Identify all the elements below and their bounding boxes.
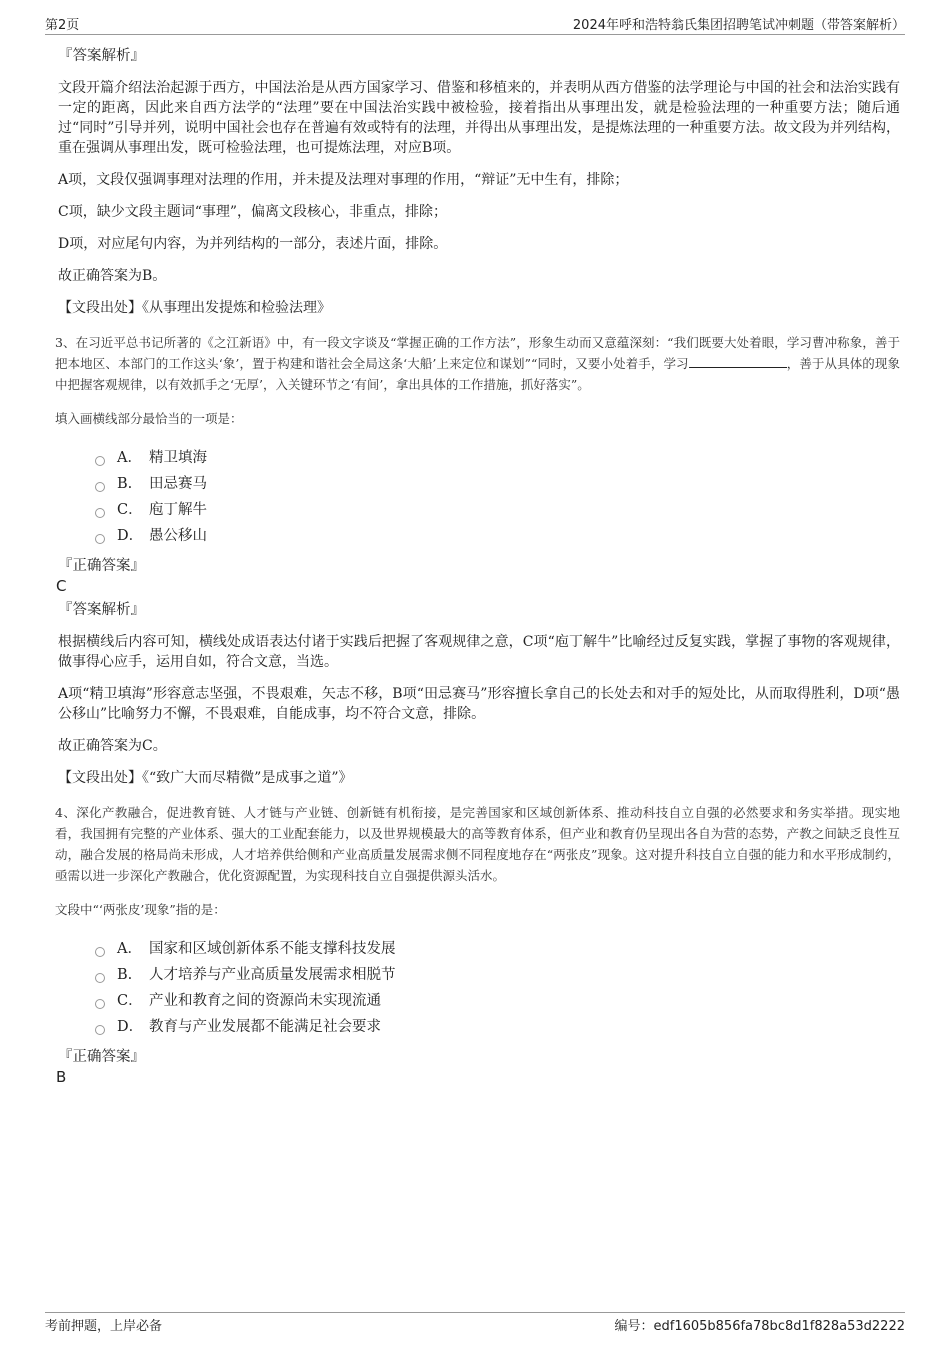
radio-button-icon[interactable] — [95, 534, 105, 544]
option-text: 田忌赛马 — [149, 476, 207, 492]
analysis-paragraph: A项“精卫填海”形容意志坚强，不畏艰难，矢志不移，B项“田忌赛马”形容擅长拿自己的长处去和对手的短处比，从而取得胜利，D项“愚公移山”比喻努力不懈，不畏艰难，自能成事，均不符合文意，排除。 — [58, 686, 900, 722]
option-text: 教育与产业发展都不能满足社会要求 — [149, 1019, 381, 1035]
option-text: 庖丁解牛 — [149, 502, 207, 518]
option-text: 人才培养与产业高质量发展需求相脱节 — [149, 967, 396, 983]
radio-button-icon[interactable] — [95, 947, 105, 957]
question-3-options — [95, 445, 900, 549]
option-text: 愚公移山 — [149, 528, 207, 544]
option-letter: D． — [117, 1019, 144, 1035]
analysis-paragraph: 根据横线后内容可知，横线处成语表达付诸于实践后把握了客观规律之意，C项“庖丁解牛”比喻经过反复实践，掌握了事物的客观规律，做事得心应手，运用自如，符合文意，当选。 — [58, 634, 900, 670]
option-letter: B. — [117, 967, 133, 983]
source-citation: 【文段出处】《“致广大而尽精微”是成事之道”》 — [58, 770, 353, 786]
analysis-paragraph: A项，文段仅强调事理对法理的作用，并未提及法理对事理的作用，“辩证”无中生有，排除； — [58, 172, 629, 188]
correct-answer: C — [56, 577, 67, 595]
option-text: 国家和区域创新体系不能支撑科技发展 — [149, 941, 396, 957]
analysis-conclusion: 故正确答案为B。 — [58, 268, 167, 284]
option-a[interactable] — [95, 936, 900, 962]
analysis-tag: 『答案解析』 — [58, 48, 145, 64]
source-citation: 【文段出处】《从事理出发提炼和检验法理》 — [58, 300, 331, 316]
option-letter: C． — [117, 993, 143, 1009]
footer-slogan: 考前押题，上岸必备 — [45, 1319, 163, 1334]
option-d[interactable] — [95, 1014, 900, 1040]
question-3-text — [55, 332, 900, 395]
option-letter: D． — [117, 528, 144, 544]
radio-button-icon[interactable] — [95, 999, 105, 1009]
option-letter: B. — [117, 476, 133, 492]
option-b[interactable] — [95, 962, 900, 988]
correct-answer-tag: 『正确答案』 — [58, 558, 145, 574]
radio-button-icon[interactable] — [95, 482, 105, 492]
option-b[interactable] — [95, 471, 900, 497]
analysis-paragraph: C项，缺少文段主题词“事理”，偏离文段核心，非重点，排除； — [58, 204, 448, 220]
correct-answer: B — [56, 1068, 67, 1086]
question-3-text-after: ，善于从具体的现象中把握客观规律，以有效抓手之‘无厚’，入关键环节之‘有间’，拿出具体的工作措施，抓好落实”。 — [55, 356, 900, 392]
radio-button-icon[interactable] — [95, 973, 105, 983]
radio-button-icon[interactable] — [95, 508, 105, 518]
radio-button-icon[interactable] — [95, 456, 105, 466]
page-footer — [45, 1312, 905, 1335]
fill-blank — [689, 355, 787, 368]
option-letter: A． — [117, 941, 142, 957]
correct-answer-tag: 『正确答案』 — [58, 1049, 145, 1065]
page-header — [45, 14, 905, 35]
document-code — [614, 1315, 905, 1334]
option-letter: A． — [117, 450, 142, 466]
option-text: 精卫填海 — [149, 450, 207, 466]
question-3-prompt: 填入画横线部分最恰当的一项是： — [55, 411, 243, 426]
question-4-options — [95, 936, 900, 1040]
option-a[interactable] — [95, 445, 900, 471]
analysis-tag: 『答案解析』 — [58, 602, 145, 618]
question-4-text: 4、深化产教融合，促进教育链、人才链与产业链、创新链有机衔接，是完善国家和区域创新体系、推动科技自立自强的必然要求和务实举措。现实地看，我国拥有完整的产业体系、强大的工业配套能力，以及世界规模最大的高等教育体系，但产业和教育仍呈现出各自为营的态势，产教之间缺乏良性互动，融合发展的格局尚未形成，人才培养供给侧和产业高质量发展需求侧不同程度地存在“两张皮”现象。这对提升科技自立自强的能力和水平形成制约，亟需以进一步深化产教融合，优化资源配置，为实现科技自立自强提供源头活水。 — [55, 805, 900, 883]
question-4-prompt: 文段中“‘两张皮’现象”指的是： — [55, 902, 226, 917]
code-label: 编号： — [614, 1319, 654, 1334]
radio-button-icon[interactable] — [95, 1025, 105, 1035]
analysis-paragraph: 文段开篇介绍法治起源于西方，中国法治是从西方国家学习、借鉴和移植来的，并表明从西方借鉴的法学理论与中国的社会和法治实践有一定的距离，因此来自西方法学的“法理”要在中国法治实践中被检验，接着指出从事理出发，就是检验法理的一种重要方法；随后通过“同时”引导并列，说明中国社会也存在普遍有效或特有的法理，并得出从事理出发，是提炼法理的一种重要方法。故文段为并列结构，重在强调从事理出发，既可检验法理，也可提炼法理，对应B项。 — [58, 80, 900, 156]
analysis-conclusion: 故正确答案为C。 — [58, 738, 167, 754]
option-d[interactable] — [95, 523, 900, 549]
option-c[interactable] — [95, 497, 900, 523]
option-c[interactable] — [95, 988, 900, 1014]
option-text: 产业和教育之间的资源尚未实现流通 — [149, 993, 381, 1009]
analysis-paragraph: D项，对应尾句内容，为并列结构的一部分，表述片面，排除。 — [58, 236, 448, 252]
document-title: 2024年呼和浩特翁氏集团招聘笔试冲刺题（带答案解析） — [572, 18, 905, 33]
option-letter: C． — [117, 502, 143, 518]
code-value: edf1605b856fa78bc8d1f828a53d2222 — [653, 1319, 905, 1334]
document-body — [55, 46, 900, 1091]
question-3-text-before: 3、在习近平总书记所著的《之江新语》中，有一段文字谈及“掌握正确的工作方法”，形象生动而又意蕴深刻：“我们既要大处着眼，学习曹冲称象，善于把本地区、本部门的工作这头‘象’，置于构建和谐社会全局这条‘大船’上来定位和谋划”“同时，又要小处着手，学习 — [55, 335, 900, 371]
page-number: 第2页 — [45, 18, 80, 33]
